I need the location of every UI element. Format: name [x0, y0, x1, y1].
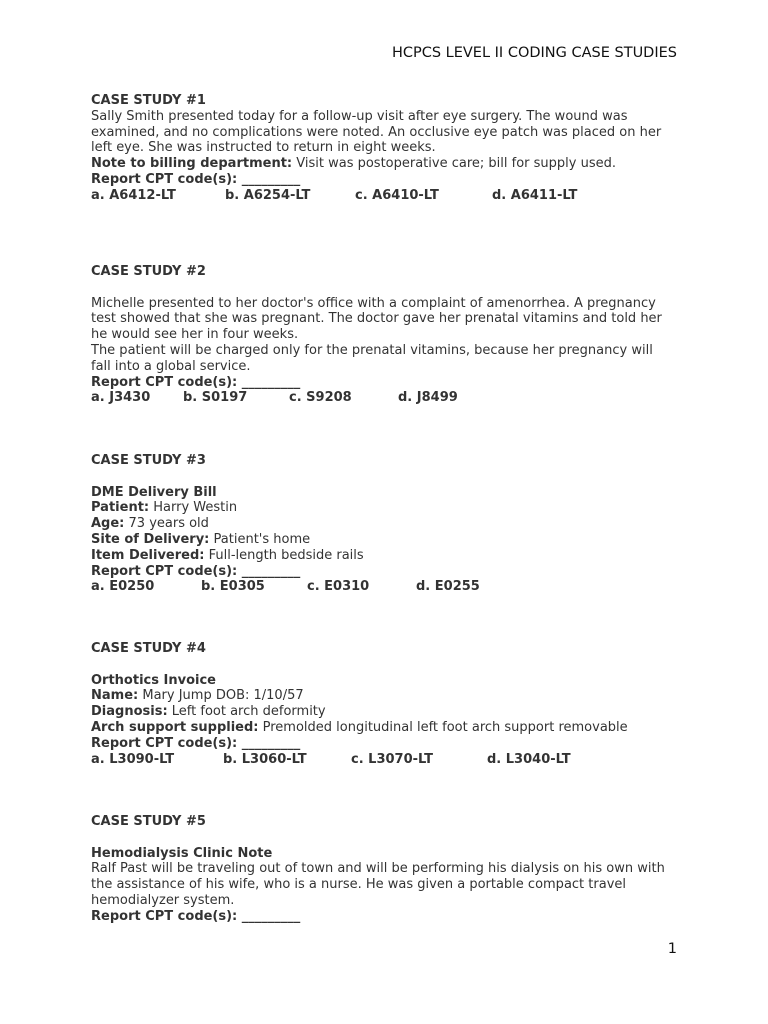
- field-label: Site of Delivery:: [91, 531, 210, 547]
- case-text-line: fall into a global service.: [91, 358, 251, 374]
- case-text-line: Sally Smith presented today for a follow-up visit after eye surgery. The wound was: [91, 108, 628, 124]
- choice-b: b. L3060-LT: [223, 751, 307, 767]
- field-label: Patient:: [91, 500, 150, 516]
- answer-choices: [91, 579, 480, 595]
- case-subtitle: Orthotics Invoice: [91, 672, 216, 688]
- field-value: Premolded longitudinal left foot arch support removable: [258, 719, 628, 735]
- case-study-4: [91, 641, 628, 767]
- case-text-line: he would see her in four weeks.: [91, 327, 299, 343]
- answer-choices: [91, 188, 661, 204]
- case-subtitle: Hemodialysis Clinic Note: [91, 845, 273, 861]
- field-label: Name:: [91, 688, 139, 704]
- blank-line: [91, 280, 662, 296]
- choice-b: b. A6254-LT: [225, 187, 311, 203]
- case-title: CASE STUDY #4: [91, 641, 206, 656]
- blank-line: [91, 657, 628, 673]
- choice-b: b. E0305: [201, 579, 265, 595]
- case-title: CASE STUDY #3: [91, 453, 206, 468]
- report-code-prompt: Report CPT code(s): _________: [91, 735, 301, 751]
- case-title: CASE STUDY #1: [91, 93, 206, 108]
- case-text-line: Ralf Past will be traveling out of town and will be performing his dialysis on his own with: [91, 861, 665, 877]
- case-study-2: [91, 264, 662, 406]
- field-label: Item Delivered:: [91, 547, 205, 563]
- billing-note-text: Visit was postoperative care; bill for supply used.: [292, 156, 616, 172]
- billing-note: [91, 156, 661, 172]
- report-code-prompt: Report CPT code(s): _________: [91, 908, 301, 924]
- report-code-prompt: Report CPT code(s): _________: [91, 171, 301, 187]
- field-site-of-delivery: [91, 532, 480, 548]
- case-subtitle: DME Delivery Bill: [91, 484, 217, 500]
- choice-d: d. A6411-LT: [492, 187, 578, 203]
- field-age: [91, 516, 480, 532]
- blank-line: [91, 469, 480, 485]
- field-label: Age:: [91, 516, 125, 532]
- case-text-line: test showed that she was pregnant. The doctor gave her prenatal vitamins and told her: [91, 311, 662, 327]
- field-patient: [91, 500, 480, 516]
- page-header: HCPCS LEVEL II CODING CASE STUDIES: [391, 45, 677, 61]
- choice-a: a. L3090-LT: [91, 751, 175, 767]
- case-text-line: examined, and no complications were noted. An occlusive eye patch was placed on her: [91, 124, 662, 140]
- report-code-prompt: Report CPT code(s): _________: [91, 563, 301, 579]
- choice-b: b. S0197: [183, 390, 248, 406]
- field-value: Harry Westin: [149, 500, 238, 516]
- choice-a: a. E0250: [91, 579, 155, 595]
- field-value: Full-length bedside rails: [204, 547, 364, 563]
- choice-c: c. E0310: [307, 579, 370, 595]
- field-diagnosis: [91, 704, 628, 720]
- billing-note-label: Note to billing department:: [91, 156, 293, 172]
- choice-d: d. L3040-LT: [487, 751, 571, 767]
- report-code-prompt: Report CPT code(s): _________: [91, 374, 301, 390]
- answer-choices: [91, 390, 662, 406]
- case-text-line: The patient will be charged only for the prenatal vitamins, because her pregnancy will: [91, 342, 653, 358]
- case-title: CASE STUDY #5: [91, 814, 206, 829]
- field-value: Mary Jump DOB: 1/10/57: [138, 688, 304, 704]
- case-study-3: [91, 453, 480, 595]
- field-name: [91, 688, 628, 704]
- field-label: Diagnosis:: [91, 704, 168, 720]
- choice-c: c. S9208: [289, 390, 352, 406]
- case-study-5: [91, 814, 665, 925]
- case-title: CASE STUDY #2: [91, 264, 206, 279]
- choice-d: d. J8499: [398, 390, 458, 406]
- choice-d: d. E0255: [416, 579, 480, 595]
- case-study-1: [91, 93, 661, 204]
- page-number: 1: [667, 941, 677, 957]
- field-item-delivered: [91, 548, 480, 564]
- blank-line: [91, 830, 665, 846]
- choice-c: c. L3070-LT: [351, 751, 434, 767]
- field-value: Patient's home: [209, 531, 311, 547]
- choice-c: c. A6410-LT: [355, 187, 439, 203]
- choice-a: a. A6412-LT: [91, 187, 176, 203]
- case-text-line: Michelle presented to her doctor's office with a complaint of amenorrhea. A pregnancy: [91, 295, 656, 311]
- field-arch-support: [91, 720, 628, 736]
- case-text-line: the assistance of his wife, who is a nurse. He was given a portable compact travel: [91, 877, 626, 893]
- field-value: 73 years old: [124, 516, 209, 532]
- field-value: Left foot arch deformity: [167, 704, 326, 720]
- case-text-line: hemodialyzer system.: [91, 892, 235, 908]
- choice-a: a. J3430: [91, 390, 151, 406]
- answer-choices: [91, 752, 628, 768]
- case-text-line: left eye. She was instructed to return in eight weeks.: [91, 140, 436, 156]
- field-label: Arch support supplied:: [91, 719, 259, 735]
